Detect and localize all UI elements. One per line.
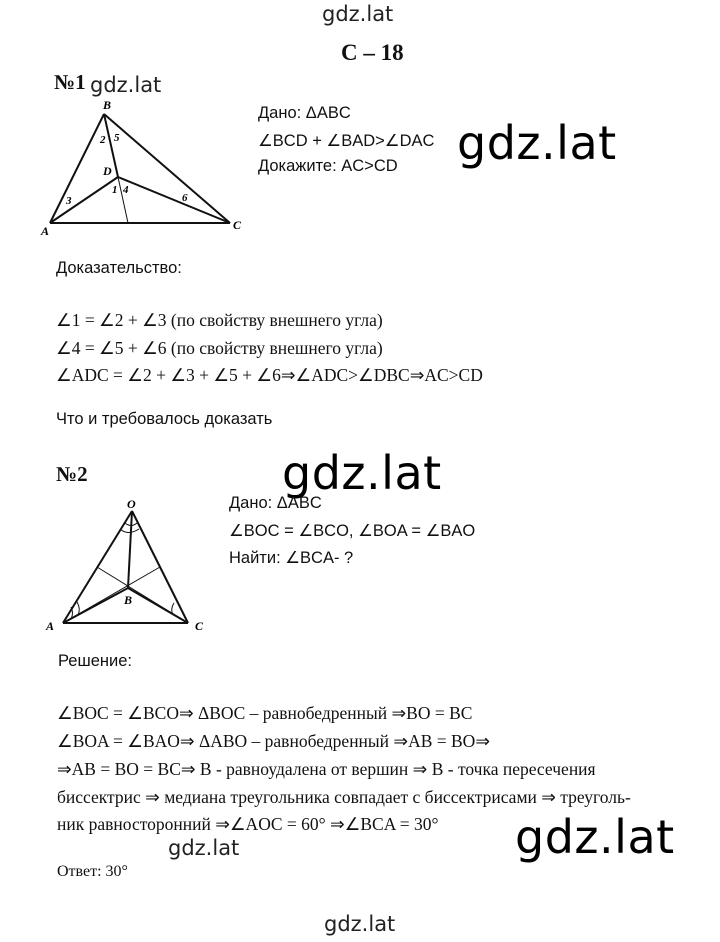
label-A: A: [46, 619, 55, 633]
problem1-given-line-3: Докажите: AC>CD: [258, 157, 398, 175]
problem2-solution-heading: Решение:: [58, 652, 132, 670]
watermark-problem1: gdz.lat: [90, 73, 162, 97]
angle-label-6: 6: [182, 192, 188, 204]
problem1-conclusion: Что и требовалось доказать: [56, 410, 273, 428]
angle-label-5: 5: [114, 132, 120, 144]
watermark-bottom: gdz.lat: [324, 912, 396, 936]
label-O: O: [127, 497, 136, 511]
problem1-given-line-2: ∠BCD + ∠BAD>∠DAC: [258, 132, 435, 150]
problem2-solution-line-3: ⇒AB = BO = BC⇒ B - равноудалена от вершин ⇒ B - точка пересечения: [57, 759, 596, 779]
label-C: C: [195, 619, 204, 633]
problem1-proof-line-1: ∠1 = ∠2 + ∠3 (по свойству внешнего угла): [56, 310, 383, 330]
problem2-solution-line-1: ∠BOC = ∠BCO⇒ ΔBOC – равнобедренный ⇒BO = BC: [57, 703, 473, 723]
angle-label-4: 4: [123, 184, 129, 196]
problem2-solution-line-4: биссектрис ⇒ медиана треугольника совпадает с биссектрисами ⇒ треуголь-: [57, 787, 631, 807]
label-A: A: [41, 224, 50, 238]
problem1-number: №1: [54, 70, 86, 94]
label-C: C: [233, 218, 242, 232]
problem1-given-line-1: Дано: ΔABC: [258, 104, 351, 122]
problem2-given-line-1: Дано: ΔABC: [229, 494, 322, 512]
label-D: D: [103, 164, 112, 178]
angle-label-2: 2: [100, 134, 106, 146]
problem2-given-line-3: Найти: ∠BCA- ?: [229, 549, 354, 567]
watermark-middle: gdz.lat: [282, 446, 442, 500]
problem2-triangle-figure: [40, 495, 215, 640]
problem2-given-line-2: ∠BOC = ∠BCO, ∠BOA = ∠BAO: [229, 522, 476, 540]
watermark-right1: gdz.lat: [457, 116, 617, 170]
problem2-solution-line-5: ник равносторонний ⇒∠AOC = 60° ⇒∠BCA = 30°: [57, 814, 439, 834]
angle-label-3: 3: [66, 195, 72, 207]
problem2-number: №2: [56, 462, 88, 486]
problem1-proof-line-2: ∠4 = ∠5 + ∠6 (по свойству внешнего угла): [56, 338, 383, 358]
problem1-proof-line-3: ∠ADC = ∠2 + ∠3 + ∠5 + ∠6⇒∠ADC>∠DBC⇒AC>CD: [56, 365, 483, 385]
problem1-triangle-figure: [35, 95, 250, 240]
watermark-lower-right: gdz.lat: [515, 810, 675, 864]
problem1-proof-heading: Доказательство:: [56, 259, 182, 277]
watermark-lower-left: gdz.lat: [168, 836, 240, 860]
page-title: С – 18: [341, 40, 404, 65]
problem2-answer: Ответ: 30°: [57, 863, 128, 880]
angle-label-1: 1: [112, 184, 118, 196]
label-B: B: [124, 593, 133, 607]
label-B: B: [103, 98, 112, 112]
watermark-top: gdz.lat: [322, 2, 394, 26]
problem2-solution-line-2: ∠BOA = ∠BAO⇒ ΔABO – равнобедренный ⇒AB = BO⇒: [57, 731, 490, 751]
